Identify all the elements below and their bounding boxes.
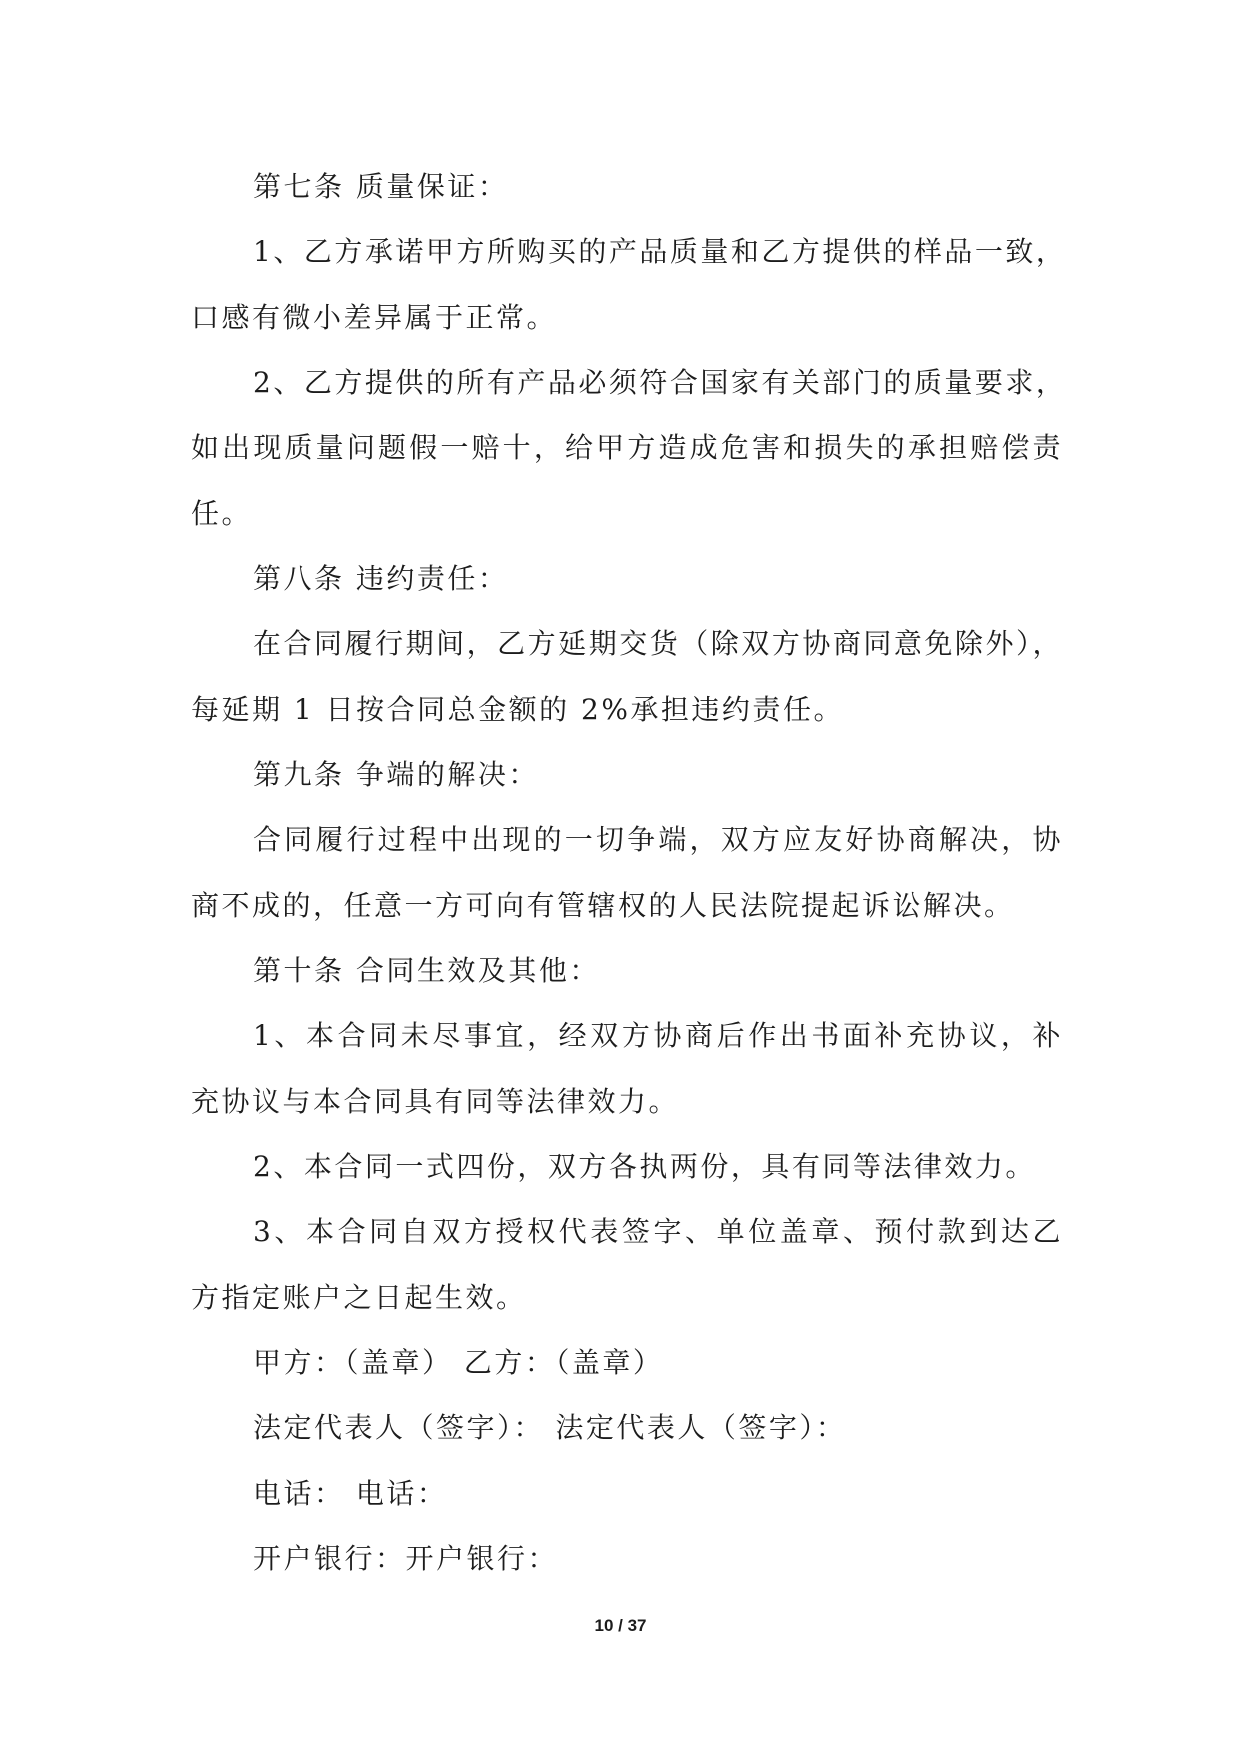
- text-line: 2、乙方提供的所有产品必须符合国家有关部门的质量要求，: [253, 365, 1067, 399]
- signature-representative-line: [191, 1395, 1063, 1460]
- text-line: 每延期 1 日按合同总金额的 2%承担违约责任。: [191, 692, 844, 726]
- text-line: 充协议与本合同具有同等法律效力。: [191, 1084, 680, 1118]
- text-line: 2、本合同一式四份，双方各执两份，具有同等法律效力。: [253, 1149, 1036, 1183]
- article-10-heading: [191, 938, 1063, 1003]
- signature-phone-line: [191, 1461, 1063, 1526]
- signature-seal-line: [191, 1330, 1063, 1395]
- text-line: 在合同履行期间，乙方延期交货（除双方协商同意免除外），: [253, 627, 1063, 661]
- text-line: 第七条 质量保证：: [253, 170, 509, 203]
- article-9-body: [191, 807, 1063, 938]
- text-line: 方指定账户之日起生效。: [191, 1280, 527, 1314]
- text-line: 开户银行：开户银行：: [253, 1541, 559, 1575]
- text-line: 甲方：（盖章） 乙方：（盖章）: [253, 1345, 664, 1379]
- text-line: 任。: [191, 496, 253, 530]
- text-line: 合同履行过程中出现的一切争端，双方应友好协商解决，协: [253, 823, 1063, 857]
- text-line: 第十条 合同生效及其他：: [253, 953, 600, 987]
- article-7-heading: [191, 154, 1063, 219]
- text-line: 第八条 违约责任：: [253, 561, 509, 595]
- text-line: 3、本合同自双方授权代表签字、单位盖章、预付款到达乙: [253, 1215, 1063, 1249]
- article-8-heading: [191, 546, 1063, 611]
- text-line: 1、乙方承诺甲方所购买的产品质量和乙方提供的样品一致，: [253, 235, 1067, 269]
- article-7-clause-1: [191, 219, 1067, 350]
- text-line: 第九条 争端的解决：: [253, 757, 539, 791]
- article-8-body: [191, 611, 1063, 742]
- signature-bank-line: [191, 1526, 1063, 1591]
- text-line: 法定代表人（签字）： 法定代表人（签字）：: [253, 1411, 847, 1445]
- page-number: 10 / 37: [594, 1616, 647, 1635]
- text-line: 电话： 电话：: [253, 1476, 448, 1510]
- text-line: 口感有微小差异属于正常。: [191, 300, 558, 334]
- article-7-clause-2: [191, 350, 1067, 546]
- text-line: 商不成的，任意一方可向有管辖权的人民法院提起诉讼解决。: [191, 888, 1015, 922]
- text-line: 1、本合同未尽事宜，经双方协商后作出书面补充协议，补: [253, 1019, 1063, 1053]
- document-body: [191, 154, 1067, 1591]
- article-9-heading: [191, 742, 1063, 807]
- article-10-clause-3: [191, 1199, 1063, 1330]
- article-10-clause-1: [191, 1003, 1063, 1134]
- text-line: 如出现质量问题假一赔十，给甲方造成危害和损失的承担赔偿责: [191, 431, 1063, 465]
- article-10-clause-2: [191, 1134, 1063, 1199]
